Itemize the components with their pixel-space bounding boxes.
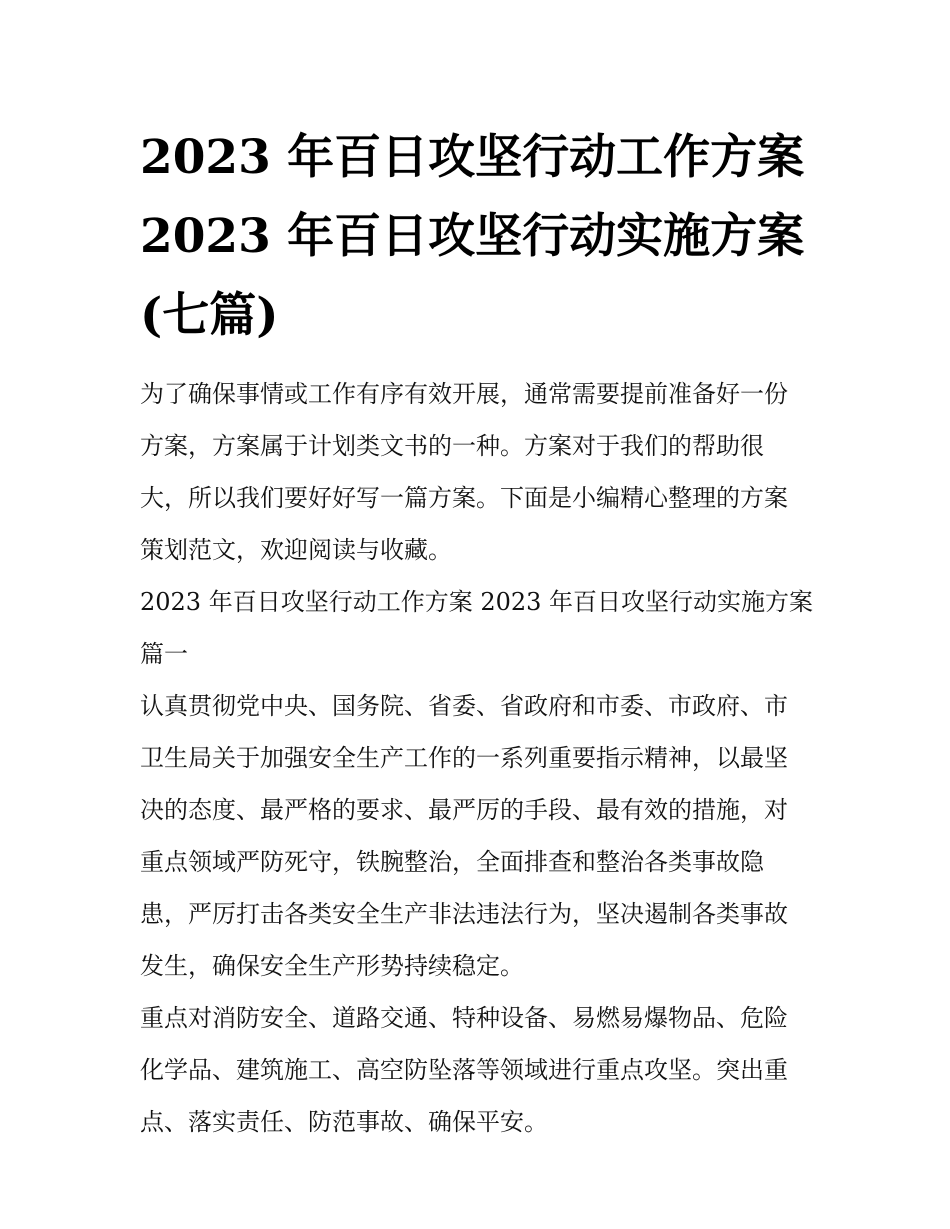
text-line: 重点领域严防死守，铁腕整治，全面排查和整治各类事故隐 xyxy=(140,848,764,876)
text-line: 决的态度、最严格的要求、最严厉的手段、最有效的措施，对 xyxy=(140,796,788,824)
document-body xyxy=(140,368,816,1148)
body-paragraph xyxy=(140,680,816,992)
text-line: 大，所以我们要好好写一篇方案。下面是小编精心整理的方案 xyxy=(140,484,788,512)
body-paragraph xyxy=(140,992,816,1148)
text-line: 方案，方案属于计划类文书的一种。方案对于我们的帮助很 xyxy=(140,432,764,460)
text-line: 策划范文，欢迎阅读与收藏。 xyxy=(140,536,452,564)
text-line: 2023 年百日攻坚行动工作方案 2023 年百日攻坚行动实施方案 xyxy=(140,588,814,616)
text-line: 重点对消防安全、道路交通、特种设备、易燃易爆物品、危险 xyxy=(140,1004,788,1032)
text-line: 篇一 xyxy=(140,640,188,668)
document-page xyxy=(140,118,816,1148)
text-line: 化学品、建筑施工、高空防坠落等领域进行重点攻坚。突出重 xyxy=(140,1056,788,1084)
text-line: 卫生局关于加强安全生产工作的一系列重要指示精神，以最坚 xyxy=(140,744,788,772)
title-line: (七篇) xyxy=(140,288,279,343)
text-line: 发生，确保安全生产形势持续稳定。 xyxy=(140,952,524,980)
section-heading xyxy=(140,576,816,680)
text-line: 为了确保事情或工作有序有效开展，通常需要提前准备好一份 xyxy=(140,380,788,408)
document-title xyxy=(140,118,816,355)
title-line: 2023 年百日攻坚行动实施方案 xyxy=(140,209,805,264)
text-line: 患，严厉打击各类安全生产非法违法行为，坚决遏制各类事故 xyxy=(140,900,788,928)
text-line: 点、落实责任、防范事故、确保平安。 xyxy=(140,1108,548,1136)
intro-paragraph xyxy=(140,368,816,576)
title-line: 2023 年百日攻坚行动工作方案 xyxy=(140,130,805,185)
text-line: 认真贯彻党中央、国务院、省委、省政府和市委、市政府、市 xyxy=(140,692,788,720)
